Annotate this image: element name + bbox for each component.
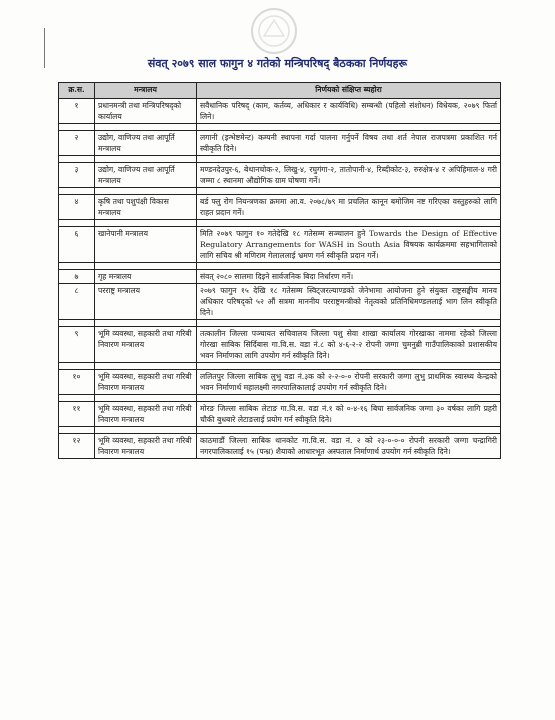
row-ministry: गृह मन्त्रालय	[95, 270, 197, 284]
row-ministry: उद्योग, वाणिज्य तथा आपूर्ति मन्त्रालय	[95, 163, 197, 188]
row-decision: ललितपुर जिल्ला साबिक लुभु वडा नं.३क को २-२-०-० रोपनी सरकारी जग्गा लुभु प्राथमिक स्वास्थ्य केन्द्रको भवन निर्माणार्थ महालक्ष्मी नगरपालिकालाई उपयोग गर्न स्वीकृति दिने।	[197, 370, 501, 395]
row-spacer	[59, 363, 501, 370]
row-ministry: कृषि तथा पशुपंक्षी विकास मन्त्रालय	[95, 195, 197, 220]
row-spacer	[59, 427, 501, 434]
page-title: संवत् २०७९ साल फागुन ४ गतेको मन्त्रिपरिषद् बैठकका निर्णयहरू	[147, 57, 408, 70]
table-row	[59, 327, 501, 363]
row-decision: संवत् २०८० सालमा दिइने सार्वजनिक बिदा निर्धारण गर्ने।	[197, 270, 501, 284]
table-row	[59, 402, 501, 427]
row-decision: मोरङ जिल्ला साबिक लेटाङ गा.वि.स. वडा नं.१ को ०-४-१६ बिघा सार्वजनिक जग्गा ३० वर्षका लागि प्रहरी चौकी बुधबारे लेटाङलाई प्रयोग गर्न स्वीकृति दिने।	[197, 402, 501, 427]
row-spacer	[59, 156, 501, 163]
table-row	[59, 195, 501, 220]
row-decision: २०७९ फागुन १५ देखि १८ गतेसम्म स्विट्जरल्याण्डको जेनेभामा आयोजना हुने संयुक्त राष्ट्रसङ्घीय मानव अधिकार परिषद्को ५२ औं सत्रमा माननीय परराष्ट्रमन्त्रीको नेतृत्वको प्रतिनिधिमण्डललाई भाग लिन स्वीकृति दिने।	[197, 284, 501, 320]
table-row	[59, 131, 501, 156]
header-ministry: मन्त्रालय	[95, 83, 197, 99]
row-serial: ९	[59, 327, 95, 363]
row-spacer	[59, 188, 501, 195]
row-spacer	[59, 220, 501, 227]
row-serial: ७	[59, 270, 95, 284]
row-serial: १	[59, 99, 95, 124]
row-serial: १०	[59, 370, 95, 395]
table-row	[59, 434, 501, 459]
row-serial: २	[59, 131, 95, 156]
table-header-row	[59, 83, 501, 99]
row-decision: काठमाडौं जिल्ला साबिक थानकोट गा.वि.स. वडा नं. २ को २३-०-०-० रोपनी सरकारी जग्गा चन्द्रागिरी नगरपालिकालाई १५ (पन्ध्र) शैयाको आधारभूत अस्पताल निर्माणार्थ उपयोग गर्न स्वीकृति दिने।	[197, 434, 501, 459]
decisions-table	[58, 82, 501, 459]
row-ministry: भूमि व्यवस्था, सहकारी तथा गरिबी निवारण मन्त्रालय	[95, 370, 197, 395]
header-decision: निर्णयको संक्षिप्त ब्यहोरा	[197, 83, 501, 99]
row-decision: बर्ड फ्लु रोग नियन्त्रणका क्रममा आ.व. २०७८/७९ मा प्रचलित कानून बमोजिम नष्ट गरिएका वस्तुहरुको लागि राहत प्रदान गर्ने।	[197, 195, 501, 220]
table-row	[59, 163, 501, 188]
row-spacer	[59, 320, 501, 327]
row-serial: ११	[59, 402, 95, 427]
row-ministry: भूमि व्यवस्था, सहकारी तथा गरिबी निवारण मन्त्रालय	[95, 434, 197, 459]
table-row	[59, 270, 501, 284]
row-serial: ८	[59, 284, 95, 320]
row-decision: लगानी (इन्भेष्टमेन्ट) कम्पनी स्थापना गर्दा पालना गर्नुपर्ने विषय तथा शर्त नेपाल राजपत्रमा प्रकाशित गर्न स्वीकृति दिने।	[197, 131, 501, 156]
row-serial: ६	[59, 227, 95, 263]
table-row	[59, 370, 501, 395]
row-decision: मण्डनदेउपुर-६, बेथानचोक-२, लिखु-४, रघुगंगा-२, तातोपानी-४, रिब्दीकोट-३, रुरुक्षेत्र-४ र अपिहिमाल-४ गरी जम्मा ८ स्थानमा औद्योगिक ग्राम घोषणा गर्ने।	[197, 163, 501, 188]
row-ministry: उद्योग, वाणिज्य तथा आपूर्ति मन्त्रालय	[95, 131, 197, 156]
row-ministry: भूमि व्यवस्था, सहकारी तथा गरिबी निवारण मन्त्रालय	[95, 327, 197, 363]
row-serial: १२	[59, 434, 95, 459]
row-ministry: प्रधानमन्त्री तथा मन्त्रिपरिषद्को कार्यालय	[95, 99, 197, 124]
row-ministry: भूमि व्यवस्था, सहकारी तथा गरिबी निवारण मन्त्रालय	[95, 402, 197, 427]
table-row	[59, 227, 501, 263]
row-serial: ४	[59, 195, 95, 220]
row-decision: मिति २०७९ फागुन १० गतेदेखि १८ गतेसम्म सञ्चालन हुने Towards the Design of Effective Regulatory Arrangements for WASH in South Asia विषयक कार्यक्रममा सहभागिताको लागि सचिव श्री मणिराम गेलाललाई भ्रमण गर्न स्वीकृति प्रदान गर्ने।	[197, 227, 501, 263]
row-serial: ३	[59, 163, 95, 188]
nepal-emblem-icon	[248, 6, 300, 56]
row-spacer	[59, 124, 501, 131]
row-ministry: खानेपानी मन्त्रालय	[95, 227, 197, 263]
row-decision: तत्कालीन जिल्ला पञ्चायत सचिवालय जिल्ला पशु सेवा शाखा कार्यालय गोरखाका नाममा रहेको जिल्ला गोरखा साबिक सिर्दिबास गा.वि.स. वडा नं.८ को ४-६-२-२ रोपनी जग्गा चुमनुब्री गाउँपालिकाको प्रशासकीय भवन निर्माणका लागि उपयोग गर्न स्वीकृति दिने।	[197, 327, 501, 363]
table-row	[59, 284, 501, 320]
row-spacer	[59, 263, 501, 270]
header-serial: क्र.स.	[59, 83, 95, 99]
row-ministry: परराष्ट्र मन्त्रालय	[95, 284, 197, 320]
row-spacer	[59, 395, 501, 402]
table-row	[59, 99, 501, 124]
row-decision: सवैधानिक परिषद् (काम, कर्तव्य, अधिकार र कार्यविधि) सम्बन्धी (पहिलो संशोधन) विधेयक, २०७९ फिर्ता लिने।	[197, 99, 501, 124]
